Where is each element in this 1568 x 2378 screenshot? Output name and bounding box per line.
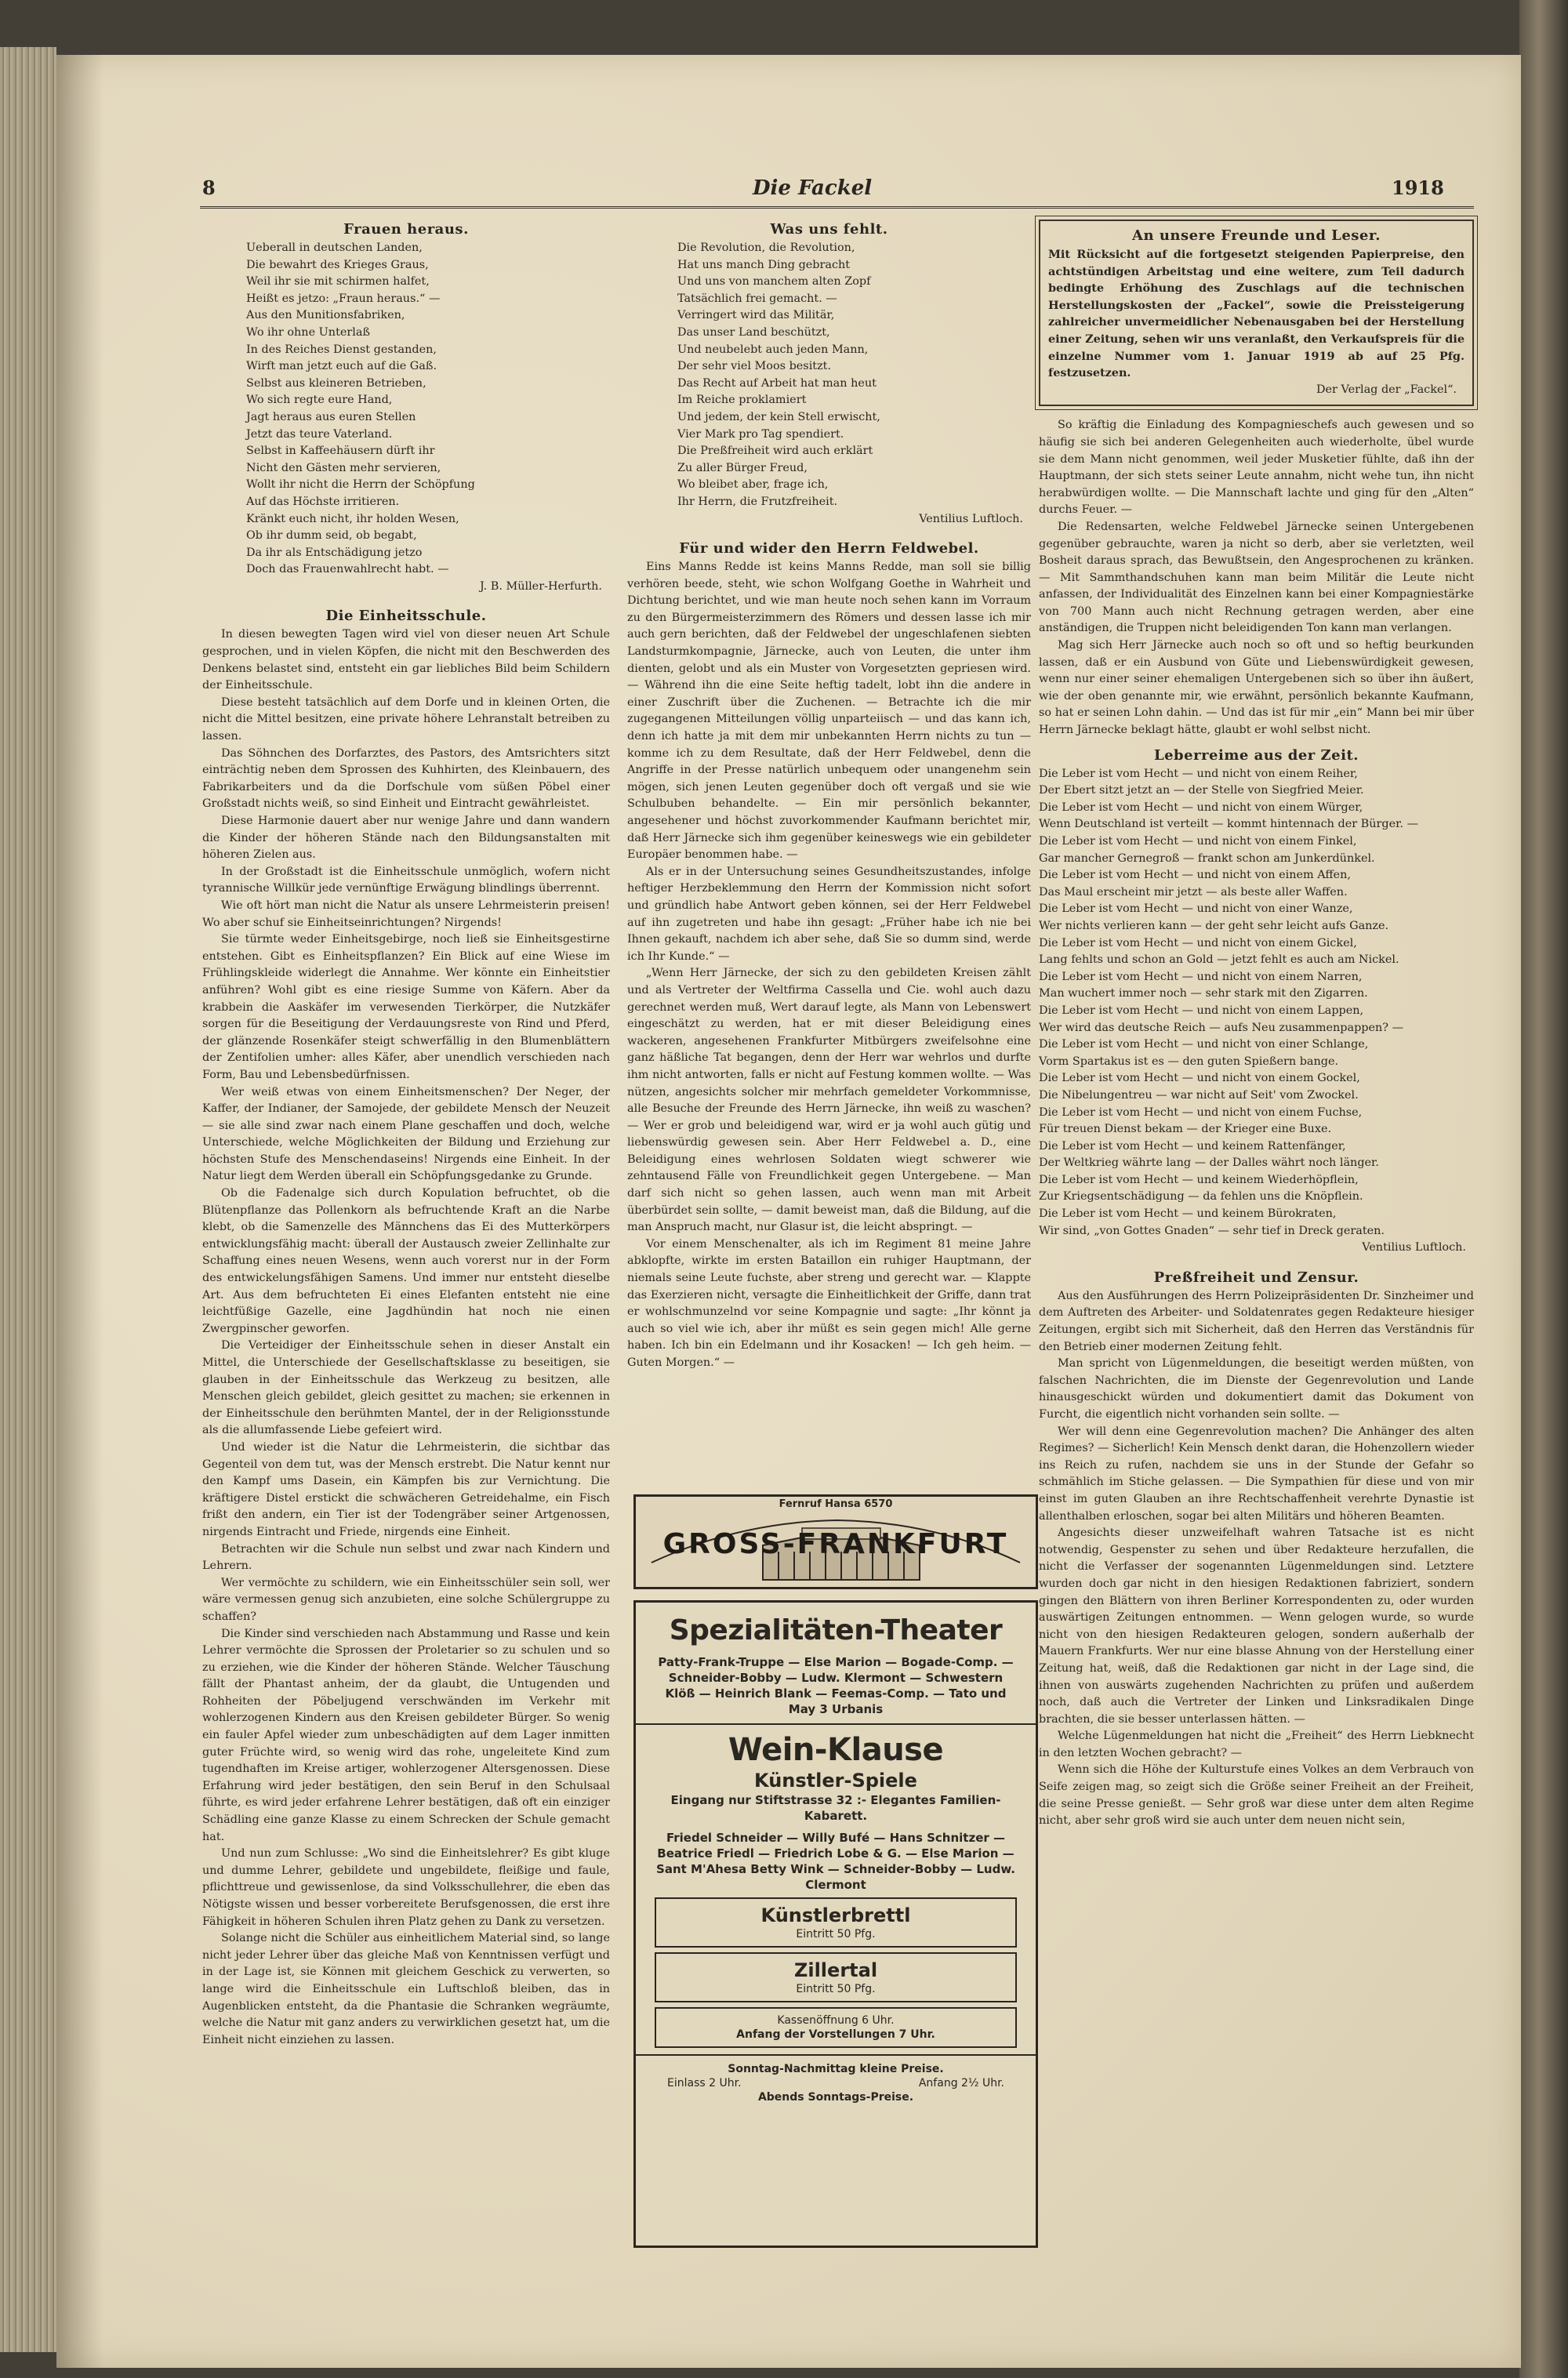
- paragraph: Als er in der Untersuchung seines Gesundheitszustandes, infolge heftiger Herzbeklemmung den Herrn der Kommission nicht sofort und gründlich habe Antwort geben können, sei der Herr Feldwebel auf ihn zugetreten und habe ihn gesagt: „Früher habe ich nie bei Ihnen gekauft, nachdem ich aber sehe, daß Sie so dumm sind, werde ich Ihr Kunde.“ —: [627, 865, 1031, 963]
- advertisement: [633, 1494, 1033, 2245]
- column-2: [627, 220, 1031, 1372]
- publisher-notice: [1039, 220, 1474, 406]
- poem-line: Und uns von manchem alten Zopf: [677, 275, 871, 289]
- paragraph: Ob die Fadenalge sich durch Kopulation befruchtet, ob die Blütenpflanze das Pollenkorn als befruchtende Kraft an die Narbe klebt, ob die Samenzelle des Männchens das Ei des Mutterkörpers entwicklungsfähig macht: überall der Austausch zweier Zellinhalte zur Schaffung eines neuen Wesens, wenn auch vorerst nur in der Form des entwickelungsfähigen Samens. Und immer nur entsteht dieselbe Art. Aus dem befruchteten Ei eines Elefanten entsteht nie eine leichtfüßige Gazelle, eine Jagdhündin hat noch nie einen Zwergpinscher geworfen.: [202, 1187, 610, 1335]
- poem-line: Hat uns manch Ding gebracht: [677, 258, 851, 271]
- poem-line: Und jedem, der kein Stell erwischt,: [677, 410, 880, 423]
- brettl-price: Eintritt 50 Pfg.: [796, 1928, 876, 1941]
- poem-signature: Ventilius Luftloch.: [919, 512, 1023, 525]
- poem-line: Gar mancher Gernegroß — frankt schon am Junkerdünkel.: [1039, 851, 1375, 865]
- poem-line: Tatsächlich frei gemacht. —: [677, 292, 837, 305]
- poem-line: Wo bleibet aber, frage ich,: [677, 478, 829, 492]
- poem-line: Die Leber ist vom Hecht — und keinem Rattenfänger,: [1039, 1139, 1346, 1153]
- ad-main-box: [633, 1600, 1038, 2248]
- poem-line: Wer nichts verlieren kann — der geht sehr leicht aufs Ganze.: [1039, 919, 1389, 932]
- column-1: [202, 220, 610, 2049]
- poem-line: Heißt es jetzo: „Fraun heraus.“ —: [246, 292, 441, 305]
- paragraph: Solange nicht die Schüler aus einheitlichem Material sind, so lange nicht jeder Lehrer über das gleiche Maß von Kenntnissen verfügt und in der Lage ist, sie Können mit gleichem Geschick zu verwerten, so lange wird die Einheitsschule ein Luftschloß bleiben, das in Augenblicken entsteht, da die Phantasie die Schranken wegräumte, welche die Natur mit ganz anders zu verwirklichen gesetzt hat, um die Einheit nicht einziehen zu lassen.: [202, 1932, 610, 2046]
- article-title: Für und wider den Herrn Feldwebel.: [679, 540, 979, 557]
- poem-line: In des Reiches Dienst gestanden,: [246, 343, 437, 356]
- poem-line: Wo ihr ohne Unterlaß: [246, 325, 371, 339]
- masthead-year: 1918: [1392, 176, 1444, 199]
- poem-line: Ihr Herrn, die Frutzfreiheit.: [677, 495, 838, 508]
- paragraph: Die Verteidiger der Einheitsschule sehen in dieser Anstalt ein Mittel, die Unterschiede der Gesellschaftsklasse zu beseitigen, sie glauben in der Einheitsschule das Werkzeug zu besitzen, alle Menschen gleich gebildet, gleich gesittet zu machen; sie erkennen in der Einheitsschule den berühmten Mantel, der in der Religionsstunde als die allumfassende Liebe gefeiert wird.: [202, 1339, 610, 1437]
- poem-title: Was uns fehlt.: [770, 221, 888, 238]
- poem-line: Vorm Spartakus ist es — den guten Spießern bange.: [1039, 1055, 1339, 1068]
- poem-line: Nicht den Gästen mehr servieren,: [246, 461, 441, 474]
- poem-line: Selbst aus kleineren Betrieben,: [246, 376, 426, 390]
- poem-signature: J. B. Müller-Herfurth.: [479, 579, 602, 593]
- paragraph: Die Kinder sind verschieden nach Abstammung und Rasse und kein Lehrer vermöchte die Sprossen der Proletarier so zu schulen und so zu erziehen, wie die Kinder der höheren Stände. Welcher Täuschung fällt der Phantast anheim, der da glaubt, die Untugenden und Rohheiten der Pöbeljugend verschwänden im Verkehr mit wohlerzogenen Kindern aus den Kreisen gebildeter Bürger. So wenig ein fauler Apfel wieder zum unbeschädigten auf dem Lager inmitten guter Früchte wird, so wenig wird das rohe, ungeleitete Kind zum tugendhaften im Kreise artiger, wohlerzogener Altersgenossen. Diese Erfahrung wird jeder bestätigen, den sein Beruf in den Schulsaal führte, es wird jeder erfahrene Lehrer bestätigen, daß oft ein einziger Schädling eine ganze Klasse zu einem Schrecken der Schule gemacht hat.: [202, 1627, 610, 1843]
- poem-line: Da ihr als Entschädigung jetzo: [246, 546, 423, 559]
- poem-line: Auf das Höchste irritieren.: [246, 495, 400, 508]
- poem-line: Die Leber ist vom Hecht — und nicht von einem Finkel,: [1039, 835, 1357, 848]
- paragraph: Wer weiß etwas von einem Einheitsmenschen? Der Neger, der Kaffer, der Indianer, der Samojede, der gebildete Mensch der Neuzeit — sie alle sind zwar nach einem Plane geschaffen und doch, welche Unterschiede, welche Möglichkeiten der Bildung und Erziehung zur höchsten Stufe des Menschendaseins! Nirgends eine Einheit. In der Natur liegt dem Werden überall ein Schöpfungsgedanke zu Grunde.: [202, 1085, 610, 1183]
- poem-line: Die Leber ist vom Hecht — und nicht von einem Gockel,: [1039, 1072, 1360, 1085]
- poem-line: Der sehr viel Moos besitzt.: [677, 360, 832, 373]
- poem-line: Das Recht auf Arbeit hat man heut: [677, 376, 877, 390]
- paragraph: Diese besteht tatsächlich auf dem Dorfe und in kleinen Orten, die nicht die Mittel besitzen, eine private höhere Lehranstalt betreiben zu lassen.: [202, 695, 610, 743]
- notice-signature: Der Verlag der „Fackel“.: [1316, 383, 1457, 396]
- sunday-note: Sonntag-Nachmittag kleine Preise.: [728, 2063, 944, 2075]
- building-banner-image: [645, 1514, 1026, 1581]
- paragraph: Eins Manns Redde ist keins Manns Redde, man soll sie billig verhören beede, steht, wie schon Wolfgang Goethe in Wahrheit und Dichtung berichtet, und wie man heute noch sehen kann im Vorraum zu den Bürgermeisterzimmern des Römers und dessen lasse ich mir auch gern berichten, daß der Feldwebel der ungeschlafenen siebten Landsturmkompagnie, Järnecke, auch von Leuten, die unter ihm dienten, gelobt und als ein Muster von Vorgesetzten gepriesen wird. — Während ihn die eine Seite heftig tadelt, lobt ihn die andere in einer Zuschrift über die Zuchenen. — Betrachte ich die mir zugegangenen Mitteilungen völlig unparteiisch — und das kann ich, denn ich hatte ja mit dem mir unbekannten Herrn nichts zu tun — komme ich zu dem Resultate, daß der Herr Feldwebel, denn die Angriffe in der Presse natürlich unbequem oder unangenehm sein mögen, sich jenen Leuten gegenüber doch oft vergaß und sie wie Schulbuben behandelte. — Ein mir persönlich bekannter, angesehener und höchst zuvorkommender Kaufmann berichtet mir, daß Herr Järnecke sich ihm gegenüber keineswegs wie ein gebildeter Europäer benommen habe. —: [627, 561, 1031, 862]
- poem-line: Die Leber ist vom Hecht — und keinem Wiederhöpflein,: [1039, 1173, 1359, 1186]
- paragraph: Wie oft hört man nicht die Natur als unsere Lehrmeisterin preisen! Wo aber schuf sie Einheitseinrichtungen? Nirgends!: [202, 899, 610, 929]
- poem-line: Ueberall in deutschen Landen,: [246, 241, 423, 254]
- poem-line: Wollt ihr nicht die Herrn der Schöpfung: [246, 478, 475, 492]
- poem-line: Wer wird das deutsche Reich — aufs Neu zusammenpappen? —: [1039, 1021, 1403, 1034]
- paragraph: Angesichts dieser unzweifelhaft wahren Tatsache ist es nicht notwendig, Gespenster zu sehen und über Redakteure herzufallen, die nicht die Verfasser der sogenannten Lügenmeldungen sind. Letztere wurden doch gar nicht in den hiesigen Redaktionen fabriziert, sondern gingen den Blättern von ihren Berliner Korrespondenten zu, oder wurden auswärtigen Zeitungen entnommen. — Wenn gelogen wurde, so wurde nicht von den hiesigen Redakteuren gelogen, sondern außerhalb der Mauern Frankfurts. Wer nur eine blasse Ahnung von der Herstellung einer Zeitung hat, weiß, daß die Redaktionen gar nicht in der Lage sind, die ihnen von auswärts zugehenden Nachrichten zu prüfen und außerdem noch, daß auch die Vertreter der Linken und Linksradikalen Dinge brachten, die sie besser unterlassen hätten. —: [1039, 1527, 1474, 1726]
- theater-acts: Patty-Frank-Truppe — Else Marion — Bogade-Comp. — Schneider-Bobby — Ludw. Klermont — Schwestern Klöß — Heinrich Blank — Feemas-Comp. — Tato und May 3 Urbanis: [658, 1655, 1014, 1716]
- poem-line: Weil ihr sie mit schirmen halfet,: [246, 275, 430, 289]
- poem-line: Der Ebert sitzt jetzt an — der Stelle von Siegfried Meier.: [1039, 784, 1364, 797]
- paragraph: Aus den Ausführungen des Herrn Polizeipräsidenten Dr. Sinzheimer und dem Auftreten des Arbeiter- und Soldatenrates gegen Redakteure hiesiger Zeitungen, ergibt sich mit Sicherheit, daß den Herren das Verständnis für den Betrieb einer modernen Zeitung fehlt.: [1039, 1289, 1474, 1353]
- zillertal-box: [655, 1952, 1017, 2002]
- poem-line: Man wuchert immer noch — sehr stark mit den Zigarren.: [1039, 987, 1368, 1000]
- poem-line: Wo sich regte eure Hand,: [246, 394, 393, 407]
- poem-line: Die Preßfreiheit wird auch erklärt: [677, 445, 873, 458]
- poem-signature: Ventilius Luftloch.: [1362, 1241, 1466, 1254]
- paragraph: Mag sich Herr Järnecke auch noch so oft und so heftig beurkunden lassen, daß er ein Ausbund von Güte und Liebenswürdigkeit gewesen, wenn nur einer seiner ehemaligen Untergebenen sich so über ihn äußert, wie der oben genannte mir, wie erwähnt, persönlich bekannte Kaufmann, so hat er seinen Lohn dahin. — Und das ist für mir „ein“ Mann bei mir über Herrn Järnecke beklagt hätte, glaubt er wohl selbst nicht.: [1039, 639, 1474, 737]
- column-3: [1039, 220, 1474, 1830]
- paragraph: Sie türmte weder Einheitsgebirge, noch ließ sie Einheitsgestirne entstehen. Gibt es Einheitspflanzen? Ein Blick auf eine Wiese im Frühlingskleide widerlegt die Annahme. Wer könnte ein Einheitstier anführen? Wohl gibt es eine riesige Summe von Käfern. Aber da krabbein die Aaskäfer im verwesenden Tierkörper, die Nutzkäfer sorgen für die Beseitigung der Verdauungsreste von Rind und Pferd, der glänzende Rosenkäfer steigt schwerfällig in den Blumenblättern der Zentifolien umher: alles Käfer, aber unendlich verschieden nach Form, Bau und Lebensbedürfnissen.: [202, 933, 610, 1081]
- sunday-evening: Abends Sonntags-Preise.: [757, 2091, 914, 2104]
- page-number: 8: [202, 176, 216, 199]
- article-title: Preßfreiheit und Zensur.: [1153, 1269, 1359, 1286]
- ad-banner-box: [633, 1494, 1038, 1589]
- times-box: [655, 2007, 1017, 2048]
- poem-line: Doch das Frauenwahlrecht habt. —: [246, 563, 449, 576]
- poem-line: Wirft man jetzt euch auf die Gaß.: [246, 360, 437, 373]
- poem-line: Die Leber ist vom Hecht — und nicht von einem Würger,: [1039, 801, 1363, 814]
- paragraph: Welche Lügenmeldungen hat nicht die „Freiheit“ des Herrn Liebknecht in den letzten Wochen gebracht? —: [1039, 1730, 1474, 1759]
- article-title: Die Einheitsschule.: [325, 608, 487, 625]
- poem-line: Die Leber ist vom Hecht — und nicht von einem Affen,: [1039, 869, 1351, 882]
- brettl-box: [655, 1897, 1017, 1948]
- poem-line: Zur Kriegsentschädigung — da fehlen uns die Knöpflein.: [1039, 1190, 1363, 1204]
- page-stack-right: [1519, 0, 1568, 2378]
- poem-line: Die Nibelungentreu — war nicht auf Seit' vom Zwockel.: [1039, 1088, 1359, 1102]
- poem-was-uns-fehlt: [677, 240, 1031, 511]
- poem-line: Wenn Deutschland ist verteilt — kommt hintennach der Bürger. —: [1039, 818, 1418, 831]
- poem-line: Jetzt das teure Vaterland.: [246, 427, 393, 441]
- poem-line: Das unser Land beschützt,: [677, 325, 830, 339]
- sunday-entry: Einlass 2 Uhr.: [667, 2077, 742, 2089]
- poem-line: Vier Mark pro Tag spendiert.: [677, 427, 844, 441]
- poem-line: Die bewahrt des Krieges Graus,: [246, 258, 429, 271]
- poem-leberreime: [1039, 766, 1474, 1240]
- poem-line: Ob ihr dumm seid, ob begabt,: [246, 529, 417, 543]
- poem-frauen-heraus: [246, 240, 610, 579]
- zillertal-title: Zillertal: [793, 1959, 878, 1981]
- poem-line: Die Leber ist vom Hecht — und keinem Bürokraten,: [1039, 1207, 1337, 1221]
- poem-line: Die Leber ist vom Hecht — und nicht von einem Lappen,: [1039, 1004, 1364, 1017]
- notice-text: Mit Rücksicht auf die fortgesetzt steigenden Papierpreise, den achtstündigen Arbeitstag und eine weitere, zum Teil dadurch bedingte Erhöhung des Zuschlags auf die technischen Herstellungskosten der „Fackel“, sowie die Preissteigerung zahlreicher unvermeidlicher Nebenausgaben bei der Herstellung einer Zeitung, sehen wir uns veranlaßt, den Verkaufspreis für die einzelne Nummer vom 1. Januar 1919 ab auf 25 Pfg. festzusetzen.: [1048, 248, 1465, 380]
- poem-line: Die Leber ist vom Hecht — und nicht von einer Wanze,: [1039, 902, 1353, 916]
- sunday-start: Anfang 2½ Uhr.: [918, 2077, 1004, 2089]
- poem-line: Und neubelebt auch jeden Mann,: [677, 343, 869, 356]
- doors-time: Kassenöffnung 6 Uhr.: [777, 2014, 895, 2027]
- poem-line: Aus den Munitionsfabriken,: [246, 309, 405, 322]
- klause-subtitle: Künstler-Spiele: [754, 1770, 917, 1792]
- paragraph: Man spricht von Lügenmeldungen, die beseitigt werden müßten, von falschen Nachrichten, die im Dienste der Gegenrevolution und Lande hinausgeschickt würden und dokumentiert damit das Dokument von Furcht, die eigentlich nicht vorhanden sein sollte. —: [1039, 1357, 1474, 1421]
- klause-title: Wein-Klause: [728, 1732, 944, 1768]
- paragraph: Und wieder ist die Natur die Lehrmeisterin, die sichtbar das Gegenteil von dem tut, was der Mensch erstrebt. Die Natur kennt nur den Kampf ums Dasein, ein Kämpfen bis zur Vernichtung. Die kräftigere Distel erstickt die schwächeren Getreidehalme, ein Fisch frißt den andern, ein Tier ist der Todengräber seiner Artgenossen, nirgends Eintracht und Friede, nirgends eine Einheit.: [202, 1440, 610, 1538]
- notice-title: An unsere Freunde und Leser.: [1132, 227, 1381, 244]
- paragraph: Wenn sich die Höhe der Kulturstufe eines Volkes an dem Verbrauch von Seife zeigen mag, so zeigt sich die Größe seiner Freiheit an der Freiheit, die seine Presse genießt. — Sehr groß war diese unter dem alten Regime nicht, aber sehr groß wird sie auch unter dem neuen nicht sein,: [1039, 1763, 1474, 1828]
- paragraph: Betrachten wir die Schule nun selbst und zwar nach Kindern und Lehrern.: [202, 1542, 610, 1573]
- header-rule: [200, 206, 1474, 209]
- paragraph: Die Redensarten, welche Feldwebel Järnecke seinen Untergebenen gegenüber gebrauchte, waren ja nicht so derb, aber sie verletzten, weil Bosheit daraus sprach, das Bewußtsein, den Angesprochenen zu kränken. — Mit Sammthandschuhen kann man beim Militär die Leute nicht anfassen, der Individualität des Einzelnen kann bei einer Kompagniestärke von 700 Mann auch nicht Rechnung getragen werden, aber eine anständigen, die Truppen nicht beleidigenden Ton kann man verlangen.: [1039, 520, 1474, 635]
- paragraph: So kräftig die Einladung des Kompagnieschefs auch gewesen und so häufig sie sich bei anderen Gelegenheiten auch wiederholte, übel wurde sie dem Mann nicht genommen, weil jeder Musketier fühlte, daß ihn der Hauptmann, der sich stets seiner Leute annahm, nicht wehe tun, ihn nicht herabwürdigen wollte. — Die Mannschaft lachte und ging für den „Alten“ durchs Feuer. —: [1039, 419, 1474, 517]
- start-time: Anfang der Vorstellungen 7 Uhr.: [736, 2028, 935, 2041]
- poem-line: Im Reiche proklamiert: [677, 394, 807, 407]
- paragraph: Diese Harmonie dauert aber nur wenige Jahre und dann wandern die Kinder der höheren Stände nach den Bildungsanstalten mit höheren Zielen aus.: [202, 815, 610, 862]
- poem-line: Die Leber ist vom Hecht — und nicht von einem Narren,: [1039, 970, 1363, 983]
- sunday-times: [636, 2076, 1036, 2090]
- poem-line: Das Maul erscheint mir jetzt — als beste aller Waffen.: [1039, 885, 1348, 899]
- paragraph: Vor einem Menschenalter, als ich im Regiment 81 meine Jahre abklopfte, wirkte im ersten Bataillon ein ruhiger Hauptmann, der niemals seine Leute fuchste, aber streng und gerecht war. — Klappte das Exerzieren nicht, versagte die Einheitlichkeit der Griffe, dann trat er wohlschmunzelnd vor seine Kompagnie und sagte: „Ihr könnt ja auch so viel wie ich, aber ihr müßt es sein gegen mich! Alle gerne haben. Ich bin ein Edelmann und ihr Kosacken! — Ich geh heim. — Guten Morgen.“ —: [627, 1237, 1031, 1369]
- poem-line: Lang fehlts und schon an Gold — jetzt fehlt es auch am Nickel.: [1039, 953, 1399, 967]
- poem-line: Kränkt euch nicht, ihr holden Wesen,: [246, 512, 459, 525]
- poem-line: Der Weltkrieg währte lang — der Dalles währt noch länger.: [1039, 1156, 1379, 1170]
- paragraph: Das Söhnchen des Dorfarztes, des Pastors, des Amtsrichters sitzt einträchtig neben dem Sprossen des Kuhhirten, des Kleinbauern, des Fabrikarbeiters und da die Dorfschule vom süßen Pöbel einer Großstadt nichts weiß, so sind Einheit und Eintracht gewährleistet.: [202, 746, 610, 811]
- poem-title: Frauen heraus.: [343, 221, 469, 238]
- poem-line: Jagt heraus aus euren Stellen: [246, 410, 416, 423]
- poem-line: Die Leber ist vom Hecht — und nicht von einem Gickel,: [1039, 936, 1357, 949]
- poem-line: Die Leber ist vom Hecht — und nicht von einem Reiher,: [1039, 767, 1358, 780]
- paragraph: Wer vermöchte zu schildern, wie ein Einheitsschüler sein soll, wer wäre vermessen genug sich anzubieten, eine solche Schülergruppe zu schaffen?: [202, 1576, 610, 1623]
- paragraph: Und nun zum Schlusse: „Wo sind die Einheitslehrer? Es gibt kluge und dumme Lehrer, gebildete und ungebildete, fleißige und faule, pflichttreue und gewissenlose, da sind Volksschullehrer, die eben das Nötigste wissen und besser vorbereitete Berufsgenossen, die erst ihre Fähigkeit in höheren Schulen ihren Platz gehen zu Dank zu versetzen.: [202, 1847, 610, 1928]
- paragraph: Wer will denn eine Gegenrevolution machen? Die Anhänger des alten Regimes? — Sicherlich! Kein Mensch denkt daran, die Hohenzollern wieder ins Reich zu rufen, nachdem sie uns in der Stunde der Gefahr so schmählich im Stiche gelassen. — Die Sympathien für diese und von mir einst im guten Glauben an ihre Rechtschaffenheit verehrte Dynastie ist allenthalben erloschen, sogar bei alten Militärs und höheren Beamten.: [1039, 1425, 1474, 1523]
- poem-line: Die Revolution, die Revolution,: [677, 241, 855, 254]
- poem-line: Verringert wird das Militär,: [677, 309, 835, 322]
- paragraph: In der Großstadt ist die Einheitsschule unmöglich, wofern nicht tyrannische Willkür jede vernünftige Erwägung blindlings überrennt.: [202, 865, 610, 895]
- masthead-title: Die Fackel: [753, 176, 873, 200]
- page-stack-left: [0, 47, 56, 2352]
- klause-acts: Friedel Schneider — Willy Bufé — Hans Schnitzer — Beatrice Friedl — Friedrich Lobe & G. — Else Marion — Sant M'Ahesa Betty Wink — Schneider-Bobby — Ludw. Clermont: [656, 1831, 1015, 1892]
- theater-title: Spezialitäten-Theater: [669, 1614, 1003, 1646]
- poem-line: Wir sind, „von Gottes Gnaden“ — sehr tief in Dreck geraten.: [1039, 1224, 1385, 1237]
- poem-title: Leberreime aus der Zeit.: [1153, 746, 1359, 764]
- poem-line: Zu aller Bürger Freud,: [677, 461, 808, 474]
- ad-phone: Fernruf Hansa 6570: [779, 1498, 893, 1510]
- banner-text: GROSS-FRANKFURT: [662, 1528, 1009, 1560]
- paragraph: „Wenn Herr Järnecke, der sich zu den gebildeten Kreisen zählt und als Vertreter der Weltfirma Cassella und Cie. wohl auch dazu gerechnet werden muß, Wert darauf legte, als Mann von Lebenswert eingeschätzt zu werden, hat er mit dieser Beleidigung eines wackeren, angesehenen Frankfurter Mitbürgers zweifelsohne eine ganz häßliche Tat begangen, denn der Herr war wehrlos und durfte ihm nicht antworten, falls er nicht auf Festung kommen wollte. — Was nützen, angesichts solcher mir mehrfach gemeldeter Vorkommnisse, alle Besuche der Freunde des Herrn Järnecke, ihn weiß zu waschen? — Wer er grob und beleidigend war, wird er ja wohl auch gütig und liebenswürdig gewesen sein. Aber Herr Feldwebel a. D., eine Beleidigung eines wehrlosen Soldaten wiegt schwerer wie zehntausend Fälle von Freundlichkeit gegen Untergebene. — Man darf sich nicht so gehen lassen, auch wenn man mit Arbeit überbürdet sein sollte, — damit beweist man, daß die Bildung, auf die man Anspruch macht, nur Glasur ist, die leicht abspringt. —: [627, 967, 1031, 1234]
- poem-line: Die Leber ist vom Hecht — und nicht von einem Fuchse,: [1039, 1105, 1363, 1119]
- gutter-shadow: [56, 55, 103, 2368]
- poem-line: Selbst in Kaffeehäusern dürft ihr: [246, 445, 435, 458]
- poem-line: Die Leber ist vom Hecht — und nicht von einer Schlange,: [1039, 1038, 1369, 1051]
- zillertal-price: Eintritt 50 Pfg.: [796, 1983, 876, 1995]
- klause-address: Eingang nur Stiftstrasse 32 :- Elegantes Familien-Kabarett.: [670, 1793, 1001, 1823]
- poem-line: Für treuen Dienst bekam — der Krieger eine Buxe.: [1039, 1123, 1332, 1136]
- brettl-title: Künstlerbrettl: [760, 1904, 911, 1926]
- paragraph: In diesen bewegten Tagen wird viel von dieser neuen Art Schule gesprochen, und in vielen Köpfen, die nicht mit den Beschwerden des Denkens belastet sind, entsteht ein gar liebliches Bild beim Schildern der Einheitsschule.: [202, 628, 610, 692]
